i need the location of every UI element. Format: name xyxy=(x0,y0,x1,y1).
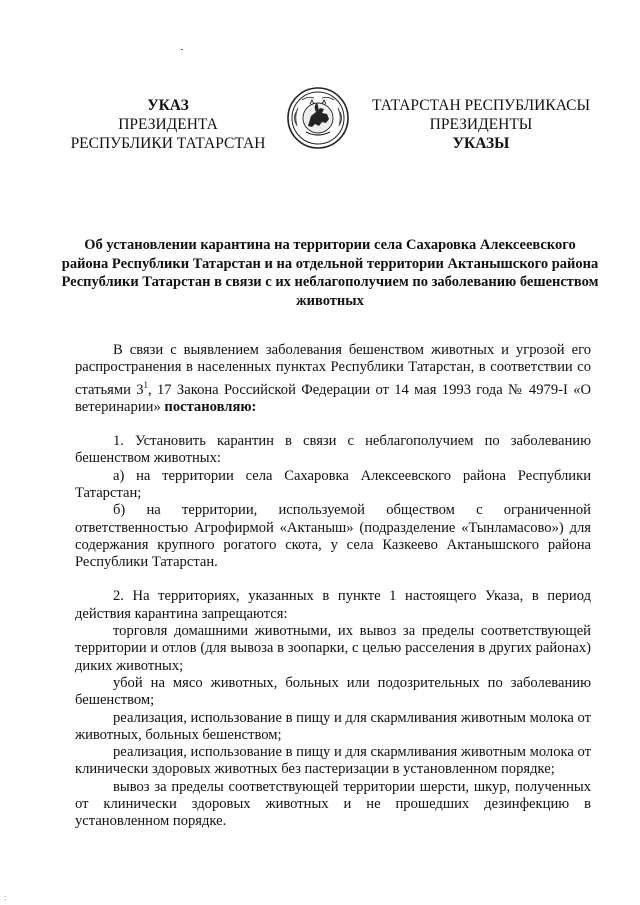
item2-bullet-4: реализация, использование в пищу и для скармливания животным молока от клинически здоровых животных без пастеризации в установленном порядке; xyxy=(75,744,591,778)
item1-subitem-b: б) на территории, используемой обществом с ограниченной ответственностью Агрофирмой «Актаныш» (подразделение «Тынламасово») для содержания крупного рогатого скота, у села Казкеево Актанышского района Республики Татарстан. xyxy=(75,502,591,571)
item1-subitem-a: а) на территории села Сахаровка Алексеевского района Республики Татарстан; xyxy=(75,467,591,501)
header-left-line3: РЕСПУБЛИКИ ТАТАРСТАН xyxy=(70,135,266,152)
preamble-superscript: 1 xyxy=(143,379,149,390)
header-left-line1: УКАЗ xyxy=(147,97,189,114)
item2-bullet-1: торговля домашними животными, их вывоз за пределы соответствующей территории и отлов (для вывоза в зоопарки, с целью расселения в других районах) диких животных; xyxy=(75,623,591,674)
preamble-paragraph xyxy=(75,342,591,416)
header-left-line2: ПРЕЗИДЕНТА xyxy=(118,116,218,133)
preamble-text-start: В связи с выявлением заболевания бешенством животных и угрозой его распространения в населенных пунктах Республики Татарстан, в соответствии со статьями 3 xyxy=(75,342,591,398)
preamble-text-end: , 17 Закона Российской Федерации от 14 мая 1993 года № 4979-I «О ветеринарии» xyxy=(75,381,591,415)
header-left-block xyxy=(48,96,288,153)
header-right-block xyxy=(356,96,606,153)
corner-mark: : xyxy=(4,893,7,902)
header-right-line3: УКАЗЫ xyxy=(452,135,510,152)
item2-paragraph: 2. На территориях, указанных в пункте 1 настоящего Указа, в период действия карантина запрещаются: xyxy=(75,588,591,622)
header-right-line2: ПРЕЗИДЕНТЫ xyxy=(429,116,533,133)
item2-bullet-2: убой на мясо животных, больных или подозрительных по заболеванию бешенством; xyxy=(75,674,591,709)
item1-paragraph: 1. Установить карантин в связи с неблагополучием по заболеванию бешенством животных: xyxy=(75,433,591,467)
document-title: Об установлении карантина на территории села Сахаровка Алексеевского района Республики Татарстан и на отдельной территории Актанышского района Республики Татарстан в связи с их неблагополучием по заболеванию бешенством животных xyxy=(61,237,599,309)
header-right-line1: ТАТАРСТАН РЕСПУБЛИКАСЫ xyxy=(372,97,590,114)
decree-word: постановляю: xyxy=(164,398,257,415)
item2-bullet-5: вывоз за пределы соответствующей территории шерсти, шкур, полученных от клинически здоровых животных и не прошедших дезинфекцию в установленном порядке. xyxy=(75,778,591,830)
coat-of-arms-tatarstan-icon xyxy=(286,86,350,150)
scan-speck xyxy=(181,49,183,50)
item2-bullet-3: реализация, использование в пищу и для скармливания животным молока от животных, больных бешенством; xyxy=(75,709,591,743)
document-body xyxy=(75,342,591,831)
